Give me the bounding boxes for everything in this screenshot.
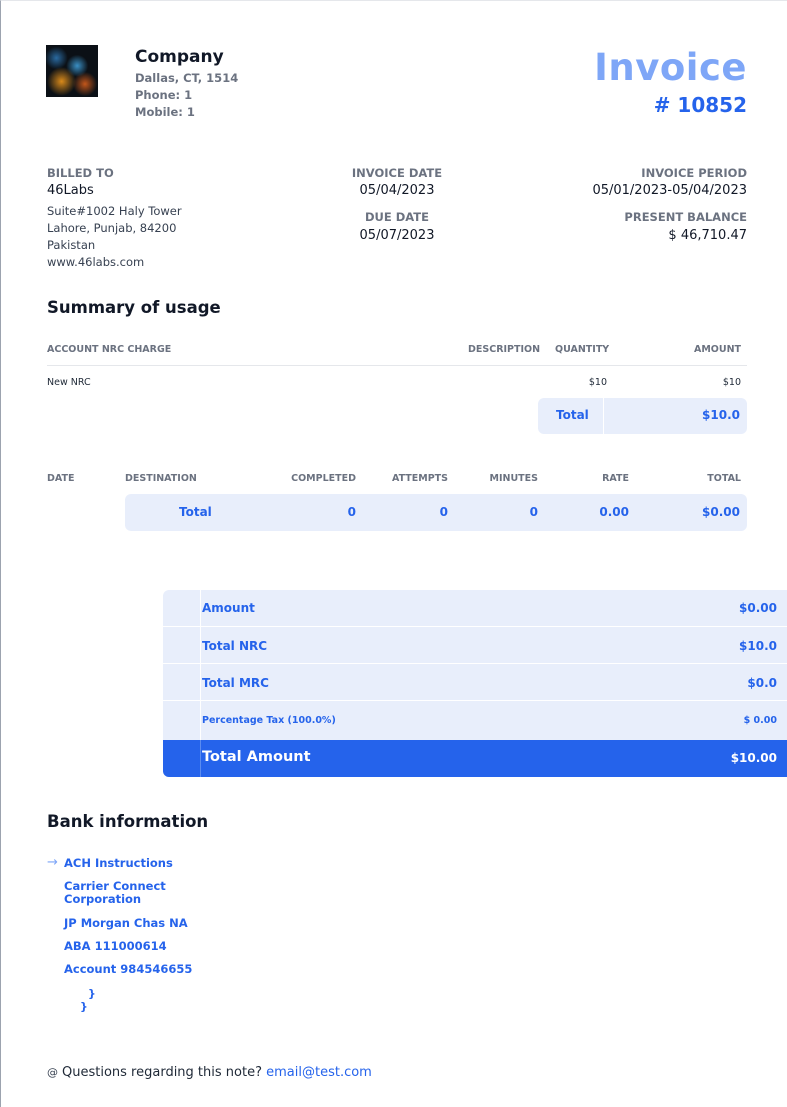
summary-row-mrc: [163, 664, 787, 701]
billed-to-name: 46Labs: [47, 183, 94, 198]
invoice-title: Invoice: [594, 46, 747, 89]
summary-row-amount: [163, 590, 787, 627]
summary-total-label: Total Amount: [202, 749, 311, 765]
bank-corp-line2: Corporation: [64, 892, 142, 906]
footer-question: Questions regarding this note?: [62, 1065, 262, 1080]
calls-total-attempts: 0: [439, 505, 448, 519]
bank-name: JP Morgan Chas NA: [64, 916, 188, 930]
calls-total-minutes: 0: [529, 505, 538, 519]
summary-mrc: $0.0: [747, 676, 777, 690]
bank-corp-line1: Carrier Connect: [64, 879, 166, 893]
billed-to-line2: Lahore, Punjab, 84200: [47, 221, 177, 235]
bank-brace-inner: }: [88, 987, 96, 1000]
summary-total: $10.00: [730, 751, 777, 765]
footer: [47, 1065, 372, 1080]
at-icon: @: [47, 1066, 58, 1079]
bank-ach-instructions: ACH Instructions: [64, 856, 173, 870]
bank-account: Account 984546655: [64, 962, 193, 976]
bank-heading: Bank information: [47, 812, 209, 831]
due-date: 05/07/2023: [359, 228, 435, 243]
header-description: DESCRIPTION: [468, 344, 541, 355]
billed-to-line1: Suite#1002 Haly Tower: [47, 204, 182, 218]
usage-total-divider: [603, 398, 604, 434]
company-logo: [46, 45, 98, 97]
header-total: TOTAL: [707, 473, 741, 484]
company-address: Dallas, CT, 1514: [135, 71, 239, 85]
summary-divider: [200, 701, 201, 740]
summary-divider: [200, 664, 201, 700]
billed-to-website[interactable]: www.46labs.com: [47, 255, 145, 269]
company-phone: Phone: 1: [135, 88, 193, 102]
invoice-number: # 10852: [653, 93, 747, 117]
arrow-right-icon: →: [47, 855, 58, 870]
bank-aba: ABA 111000614: [64, 939, 167, 953]
bank-brace-outer: }: [80, 1000, 88, 1013]
row-quantity: $10: [588, 377, 607, 388]
present-balance: $ 46,710.47: [668, 228, 747, 243]
usage-total-row: [538, 398, 747, 434]
summary-amount-label: Amount: [202, 601, 255, 615]
billed-to-label: BILLED TO: [47, 166, 114, 180]
header-quantity: QUANTITY: [555, 344, 610, 355]
invoice-period: 05/01/2023-05/04/2023: [592, 183, 747, 198]
summary-mrc-label: Total MRC: [202, 676, 269, 690]
summary-tax-label: Percentage Tax (100.0%): [202, 715, 336, 726]
company-mobile: Mobile: 1: [135, 105, 195, 119]
summary-nrc: $10.0: [739, 639, 777, 653]
calls-total-amount: $0.00: [702, 505, 740, 519]
summary-divider: [200, 740, 201, 777]
invoice-period-label: INVOICE PERIOD: [641, 166, 747, 180]
summary-divider: [200, 590, 201, 626]
calls-total-rate: 0.00: [599, 505, 629, 519]
due-date-label: DUE DATE: [365, 210, 429, 224]
billed-to-line3: Pakistan: [47, 238, 96, 252]
invoice-date-label: INVOICE DATE: [351, 166, 443, 180]
usage-divider: [47, 365, 747, 366]
header-minutes: MINUTES: [489, 473, 538, 484]
summary-row-nrc: [163, 627, 787, 664]
footer-email-link[interactable]: email@test.com: [266, 1065, 372, 1080]
calls-total-label: Total: [179, 505, 212, 519]
company-name: Company: [135, 47, 224, 67]
header-amount: AMOUNT: [693, 344, 741, 355]
summary-nrc-label: Total NRC: [202, 639, 268, 653]
header-rate: RATE: [602, 473, 629, 484]
present-balance-label: PRESENT BALANCE: [624, 210, 747, 224]
row-charge: New NRC: [47, 377, 91, 388]
header-completed: COMPLETED: [291, 473, 356, 484]
usage-heading: Summary of usage: [47, 298, 221, 317]
row-amount: $10: [722, 377, 741, 388]
usage-total-label: Total: [556, 408, 589, 422]
header-attempts: ATTEMPTS: [391, 473, 448, 484]
invoice-date: 05/04/2023: [359, 183, 435, 198]
summary-row-tax: [163, 701, 787, 740]
calls-total-completed: 0: [347, 505, 356, 519]
header-charge: ACCOUNT NRC CHARGE: [47, 344, 172, 355]
summary-divider: [200, 627, 201, 663]
summary-amount: $0.00: [739, 601, 777, 615]
usage-total-value: $10.0: [702, 408, 740, 422]
header-destination: DESTINATION: [125, 473, 197, 484]
header-date: DATE: [47, 473, 75, 484]
summary-tax: $ 0.00: [743, 715, 777, 726]
calls-total-row: [125, 494, 747, 531]
summary-total-row: [163, 740, 787, 777]
